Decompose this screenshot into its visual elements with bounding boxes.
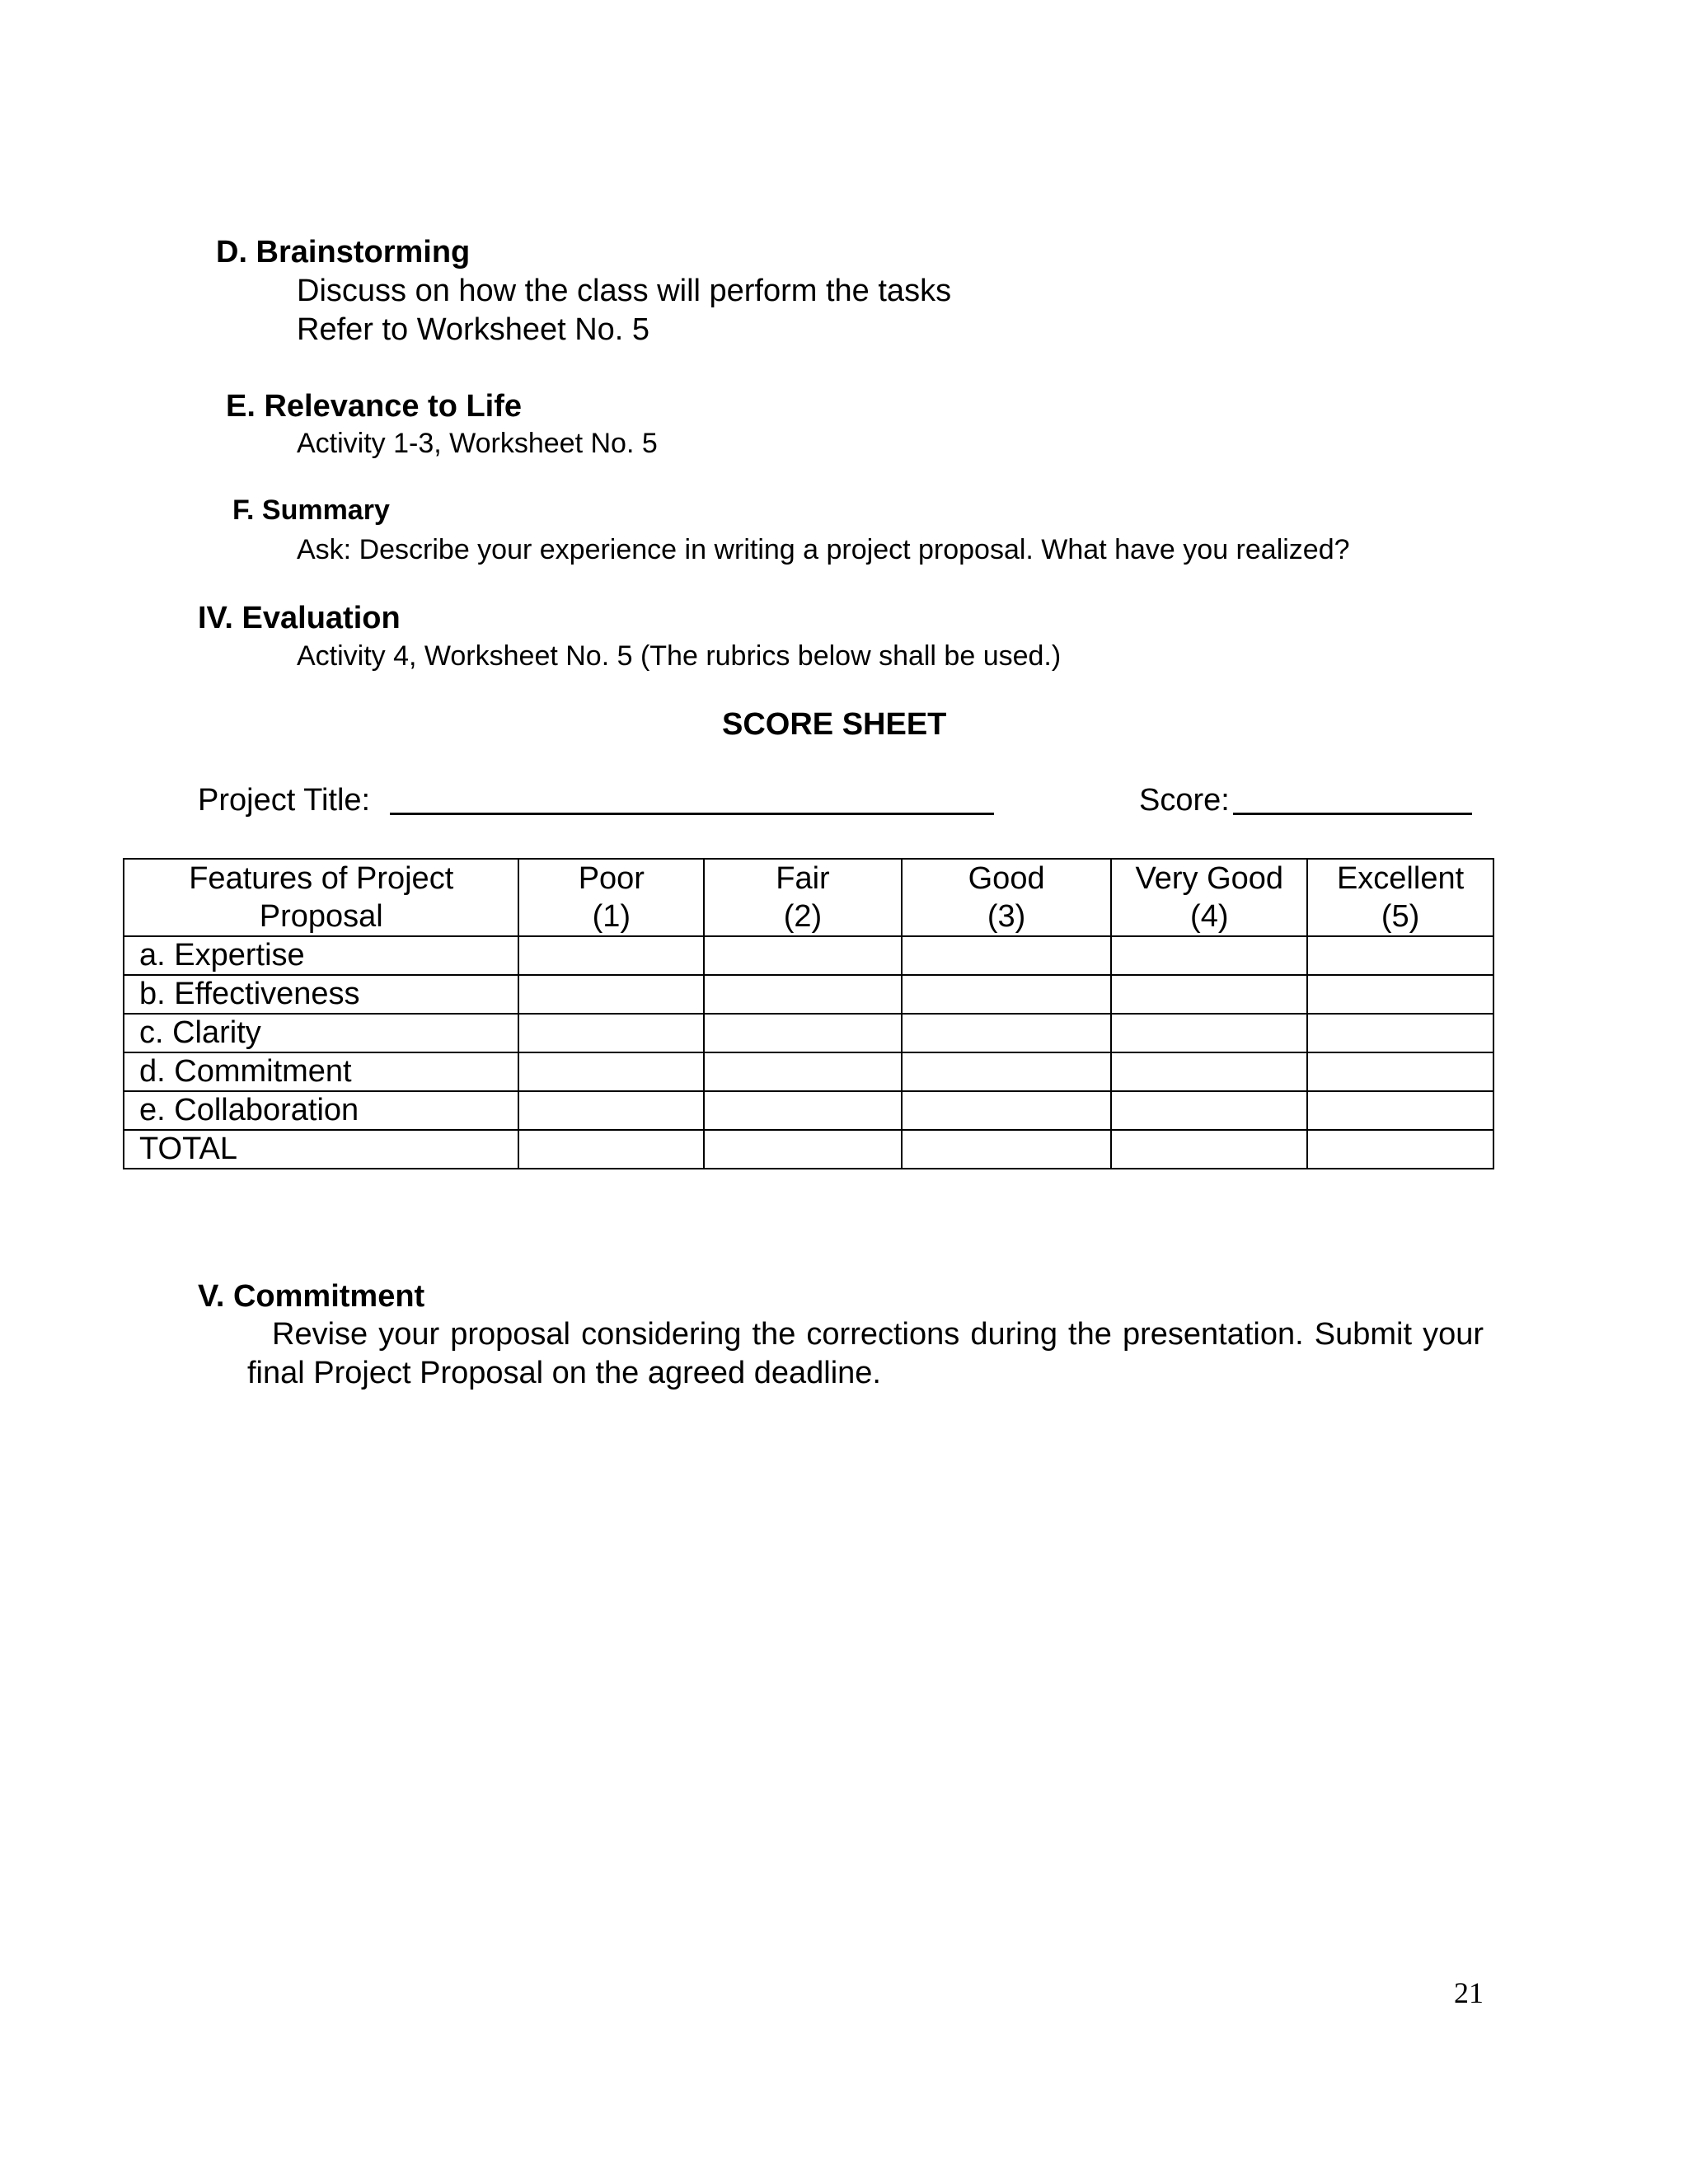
score-cell[interactable] [1307, 1052, 1493, 1091]
relevance-line-1: Activity 1-3, Worksheet No. 5 [297, 428, 658, 459]
score-cell[interactable] [704, 1130, 902, 1169]
score-sheet-title: SCORE SHEET [722, 707, 947, 742]
score-cell[interactable] [1111, 975, 1307, 1014]
page-number: 21 [1454, 1976, 1484, 2009]
header-poor [518, 859, 704, 936]
section-heading-evaluation: IV. Evaluation [198, 601, 401, 635]
evaluation-line-1: Activity 4, Worksheet No. 5 (The rubrics below shall be used.) [297, 640, 1062, 672]
score-cell[interactable] [1307, 1014, 1493, 1052]
feature-cell: e. Collaboration [124, 1091, 518, 1130]
section-heading-brainstorming: D. Brainstorming [216, 235, 471, 269]
table-row-total [124, 1130, 1493, 1169]
feature-cell: b. Effectiveness [124, 975, 518, 1014]
feature-cell: c. Clarity [124, 1014, 518, 1052]
header-fair [704, 859, 902, 936]
score-cell[interactable] [704, 936, 902, 975]
score-cell[interactable] [902, 1014, 1112, 1052]
rubric-table [123, 858, 1494, 1169]
header-features-line-1: Features of Project [189, 861, 454, 896]
header-poor-name: Poor [578, 861, 645, 896]
score-cell[interactable] [902, 1052, 1112, 1091]
table-row [124, 975, 1493, 1014]
score-cell[interactable] [1307, 1091, 1493, 1130]
score-cell[interactable] [902, 936, 1112, 975]
score-cell[interactable] [518, 975, 704, 1014]
score-cell[interactable] [518, 1052, 704, 1091]
section-heading-commitment: V. Commitment [198, 1279, 425, 1314]
score-cell[interactable] [902, 1130, 1112, 1169]
score-cell[interactable] [704, 975, 902, 1014]
score-cell[interactable] [704, 1052, 902, 1091]
score-cell[interactable] [1111, 1130, 1307, 1169]
header-excellent [1307, 859, 1493, 936]
commitment-paragraph [247, 1315, 1484, 1393]
score-cell[interactable] [518, 1130, 704, 1169]
summary-line-1: Ask: Describe your experience in writing a project proposal. What have you realized? [297, 534, 1350, 565]
header-fair-name: Fair [776, 861, 830, 896]
score-cell[interactable] [1307, 975, 1493, 1014]
feature-cell: d. Commitment [124, 1052, 518, 1091]
header-good-name: Good [968, 861, 1045, 896]
header-very-good [1111, 859, 1307, 936]
brainstorming-line-1: Discuss on how the class will perform the tasks [297, 274, 952, 308]
total-label-cell: TOTAL [124, 1130, 518, 1169]
header-fair-value: (2) [783, 899, 823, 934]
header-features [124, 859, 518, 936]
section-heading-summary: F. Summary [232, 494, 390, 526]
header-poor-value: (1) [592, 899, 631, 934]
project-title-field[interactable] [390, 813, 994, 815]
score-cell[interactable] [704, 1091, 902, 1130]
score-cell[interactable] [704, 1014, 902, 1052]
header-very-good-name: Very Good [1135, 861, 1284, 896]
score-cell[interactable] [1307, 1130, 1493, 1169]
score-cell[interactable] [1111, 936, 1307, 975]
score-cell[interactable] [902, 975, 1112, 1014]
header-good [902, 859, 1112, 936]
score-cell[interactable] [1307, 936, 1493, 975]
score-cell[interactable] [1111, 1052, 1307, 1091]
table-row [124, 1014, 1493, 1052]
rubric-header-row [124, 859, 1493, 936]
header-good-value: (3) [987, 899, 1026, 934]
table-row [124, 1091, 1493, 1130]
score-cell[interactable] [518, 936, 704, 975]
score-cell[interactable] [902, 1091, 1112, 1130]
commitment-text: Revise your proposal considering the corrections during the presentation. Submit your final Project Proposal on the agreed deadline. [247, 1317, 1484, 1390]
score-label: Score: [1139, 783, 1230, 818]
header-features-line-2: Proposal [259, 899, 383, 934]
feature-cell: a. Expertise [124, 936, 518, 975]
score-cell[interactable] [518, 1091, 704, 1130]
table-row [124, 936, 1493, 975]
header-excellent-name: Excellent [1336, 861, 1465, 896]
section-heading-relevance: E. Relevance to Life [226, 389, 523, 424]
table-row [124, 1052, 1493, 1091]
brainstorming-line-2: Refer to Worksheet No. 5 [297, 312, 650, 347]
score-cell[interactable] [1111, 1091, 1307, 1130]
project-title-label: Project Title: [198, 783, 371, 818]
header-excellent-value: (5) [1381, 899, 1420, 934]
header-very-good-value: (4) [1190, 899, 1229, 934]
score-cell[interactable] [1111, 1014, 1307, 1052]
score-field[interactable] [1233, 813, 1472, 815]
score-cell[interactable] [518, 1014, 704, 1052]
